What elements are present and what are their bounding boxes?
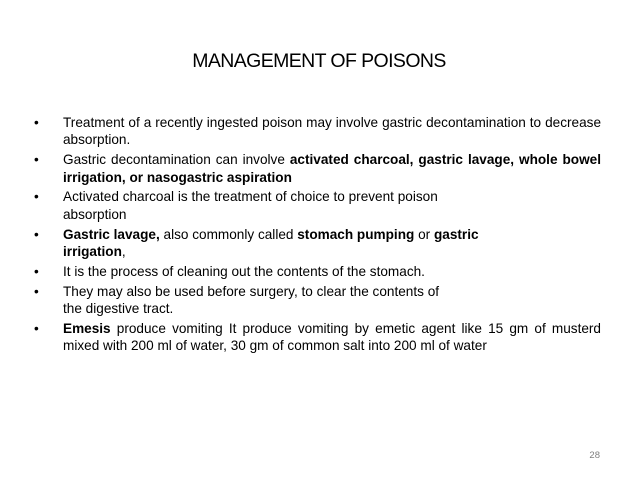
bullet-item-7: [34, 320, 601, 355]
bullet-text: They may also be used before surgery, to clear the contents of: [63, 283, 440, 299]
bullet-text: or: [414, 226, 434, 242]
bullet-marker: •: [34, 283, 39, 299]
bullet-text-bold: activated charcoal, gastric lavage, whole bowel irrigation, or nasogastric aspiration: [63, 152, 601, 185]
bullet-item-2: [34, 151, 601, 186]
bullet-text: ,: [121, 244, 126, 260]
bullet-text: It is the process of cleaning out the contents of the stomach.: [63, 263, 425, 279]
page-number: 28: [589, 450, 600, 461]
bullet-marker: •: [34, 263, 39, 279]
bullet-item-5: [34, 263, 601, 280]
bullet-item-1: [34, 114, 601, 149]
bullet-text-bold: Gastric lavage,: [63, 226, 160, 242]
bullet-text: the digestive tract.: [63, 301, 174, 317]
bullet-text-bold: stomach pumping: [297, 226, 415, 242]
bullet-item-4: [34, 226, 601, 261]
bullet-item-6: [34, 283, 601, 318]
bullet-text: Gastric decontamination can involve: [63, 152, 290, 168]
bullet-text: Treatment of a recently ingested poison may involve gastric decontamination to decrease absorption.: [63, 115, 601, 148]
bullet-marker: •: [34, 320, 39, 336]
bullet-marker: •: [34, 115, 39, 130]
slide-title: MANAGEMENT OF POISONS: [192, 50, 446, 72]
bullet-text-bold: Emesis: [63, 320, 111, 336]
bullet-item-3: [34, 188, 601, 223]
bullet-marker: •: [34, 152, 39, 168]
bullet-text: produce vomiting It produce vomiting by emetic agent like 15 gm of musterd mixed with 200 ml of water, 30 gm of common salt into 200 ml of water: [63, 320, 601, 354]
bullet-list: [34, 114, 601, 357]
bullet-text-bold: irrigation: [63, 244, 122, 260]
bullet-text: absorption: [63, 206, 127, 222]
bullet-marker: •: [34, 226, 39, 242]
bullet-text: also commonly called: [159, 226, 298, 242]
bullet-text: Activated charcoal is the treatment of choice to prevent poison: [63, 189, 438, 205]
bullet-marker: •: [34, 189, 39, 205]
bullet-text-bold: gastric: [433, 226, 479, 242]
